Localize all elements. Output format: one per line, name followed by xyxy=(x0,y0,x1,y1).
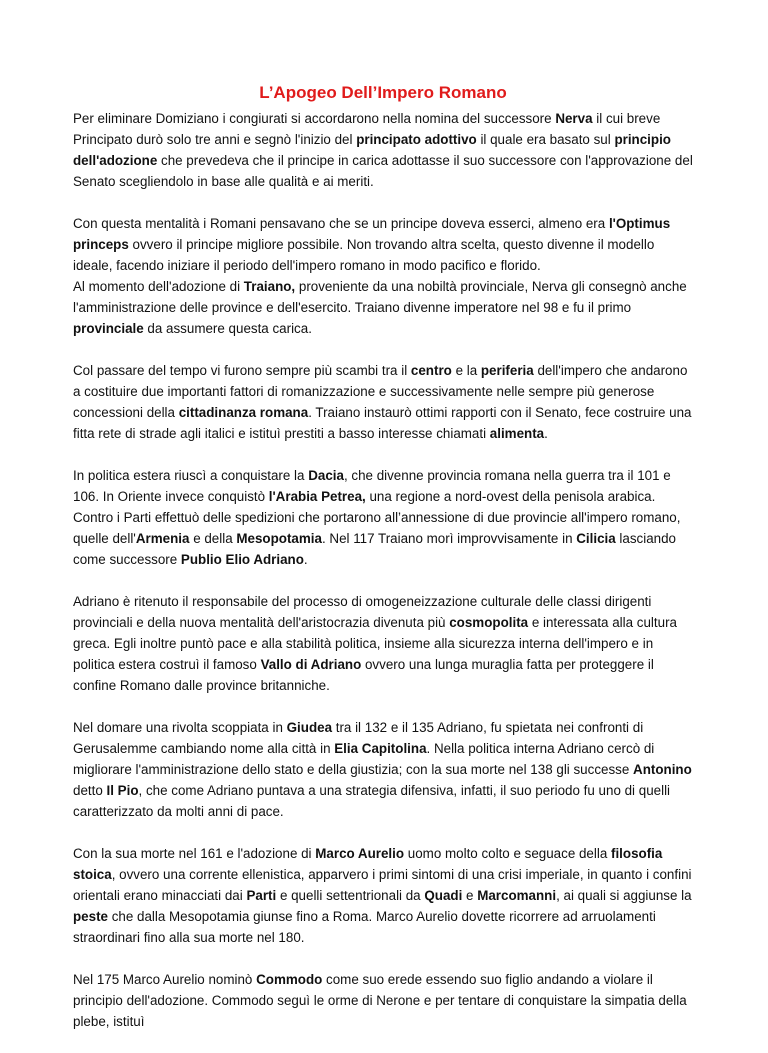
text-run: Adriano è ritenuto il responsabile del processo di omogeneizzazione culturale delle classi dirigenti provinciali e della nuova mentalità dell'aristocrazia divenuta più xyxy=(73,594,652,630)
text-run: e la xyxy=(451,363,481,378)
text-run: da assumere questa carica. xyxy=(143,321,312,336)
paragraph-commodo xyxy=(73,969,693,1032)
bold-term: Marco Aurelio xyxy=(315,846,405,861)
bold-term: cosmopolita xyxy=(449,615,529,630)
paragraph-traiano xyxy=(73,276,693,339)
bold-term: Dacia xyxy=(308,468,344,483)
bold-term: Antonino xyxy=(633,762,692,777)
bold-term: Mesopotamia xyxy=(236,531,322,546)
bold-term: Traiano, xyxy=(243,279,296,294)
text-run: . Nella politica interna Adriano cercò di migliorare l'amministrazione dello stato e della giustizia; con la sua morte nel 138 gli successe xyxy=(73,741,655,777)
bold-term: Nerva xyxy=(555,111,593,126)
text-run: , ai quali si aggiunse la xyxy=(556,888,692,903)
text-run: e xyxy=(462,888,478,903)
bold-term: l'Optimus princeps xyxy=(73,216,671,252)
text-run: proveniente da una nobiltà provinciale, Nerva gli consegnò anche l'amministrazione delle province e dell'esercito. Traiano divenne imperatore nel 98 e fu il primo xyxy=(73,279,687,315)
bold-term: Il Pio xyxy=(106,783,139,798)
bold-term: Quadi xyxy=(424,888,463,903)
text-run: ovvero il principe migliore possibile. Non trovando altra scelta, questo divenne il modello ideale, facendo iniziare il periodo dell'impero romano in modo pacifico e florido. xyxy=(73,237,655,273)
bold-term: principio dell'adozione xyxy=(73,132,671,168)
text-run: , che divenne provincia romana nella guerra tra il 101 e 106. In Oriente invece conquistò xyxy=(73,468,671,504)
text-run: dell'impero che andarono a costituire due importanti fattori di romanizzazione e successivamente nelle sempre più generose concessioni della xyxy=(73,363,688,420)
text-run: lasciando come successore xyxy=(73,531,676,567)
paragraph-nerva xyxy=(73,108,693,192)
text-run: come suo erede essendo suo figlio andando a violare il principio dell'adozione. Commodo seguì le orme di Nerone e per tentare di conquistare la simpatia della plebe, istituì xyxy=(73,972,687,1029)
bold-term: Giudea xyxy=(286,720,333,735)
bold-term: peste xyxy=(73,909,108,924)
text-run: ovvero una lunga muraglia fatta per proteggere il confine Romano dalle province britanniche. xyxy=(73,657,654,693)
text-run: Nel 175 Marco Aurelio nominò xyxy=(73,972,257,987)
bold-term: Armenia xyxy=(135,531,190,546)
text-run: che prevedeva che il principe in carica adottasse il suo successore con l'approvazione del Senato scegliendolo in base alle qualità e ai meriti. xyxy=(73,153,693,189)
bold-term: centro xyxy=(410,363,452,378)
text-run: , ovvero una corrente ellenistica, apparvero i primi sintomi di una crisi imperiale, in quanto i confini orientali erano minacciati dai xyxy=(73,867,692,903)
text-run: Col passare del tempo vi furono sempre più scambi tra il xyxy=(73,363,411,378)
bold-term: Elia Capitolina xyxy=(334,741,427,756)
document-page xyxy=(73,82,693,1053)
paragraph-adriano xyxy=(73,591,693,696)
text-run: detto xyxy=(73,783,107,798)
text-run: una regione a nord-ovest della penisola arabica. Contro i Parti effettuò delle spedizioni che portarono all’annessione di due provincie all'impero romano, quelle dell' xyxy=(73,489,681,546)
text-run: . Nel 117 Traiano morì improvvisamente in xyxy=(321,531,577,546)
paragraph-centro-periferia xyxy=(73,360,693,444)
text-run: . Traiano instaurò ottimi rapporti con il Senato, fece costruire una fitta rete di strade agli italici e istituì prestiti a basso interesse chiamati xyxy=(73,405,692,441)
bold-term: Publio Elio Adriano xyxy=(180,552,304,567)
paragraph-marco-aurelio xyxy=(73,843,693,948)
text-run: Per eliminare Domiziano i congiurati si accordarono nella nomina del successore xyxy=(73,111,556,126)
bold-term: provinciale xyxy=(73,321,144,336)
bold-term: Marcomanni xyxy=(477,888,557,903)
text-run: Nel domare una rivolta scoppiata in xyxy=(73,720,287,735)
bold-term: Parti xyxy=(246,888,277,903)
text-run: , che come Adriano puntava a una strategia difensiva, infatti, il suo periodo fu uno di quelli caratterizzato da molti anni di pace. xyxy=(73,783,671,819)
text-run: il cui breve Principato durò solo tre anni e segnò l'inizio del xyxy=(73,111,661,147)
document-title: L’Apogeo Dell’Impero Romano xyxy=(259,83,507,102)
bold-term: periferia xyxy=(480,363,534,378)
text-run: uomo molto colto e seguace della xyxy=(404,846,611,861)
text-run: In politica estera riuscì a conquistare la xyxy=(73,468,309,483)
bold-term: Vallo di Adriano xyxy=(260,657,362,672)
bold-term: Commodo xyxy=(256,972,323,987)
text-run: Con questa mentalità i Romani pensavano che se un principe doveva esserci, almeno era xyxy=(73,216,609,231)
paragraph-giudea xyxy=(73,717,693,822)
paragraph-politica-estera xyxy=(73,465,693,570)
text-run: che dalla Mesopotamia giunse fino a Roma. Marco Aurelio dovette ricorrere ad arruolamenti straordinari fino alla sua morte nel 180. xyxy=(73,909,656,945)
text-run: Al momento dell'adozione di xyxy=(73,279,244,294)
text-run: e quelli settentrionali da xyxy=(276,888,425,903)
bold-term: Cilicia xyxy=(576,531,616,546)
text-run: tra il 132 e il 135 Adriano, fu spietata nei confronti di Gerusalemme cambiando nome alla città in xyxy=(73,720,644,756)
text-run: . xyxy=(303,552,308,567)
bold-term: principato adottivo xyxy=(356,132,477,147)
bold-term: cittadinanza romana xyxy=(178,405,309,420)
text-run: e della xyxy=(189,531,237,546)
text-run: e interessata alla cultura greca. Egli inoltre puntò pace e alla stabilità politica, insieme alla sicurezza interna dell'impero e in politica estera costruì il famoso xyxy=(73,615,677,672)
paragraph-optimus-princeps xyxy=(73,213,693,276)
bold-term: alimenta xyxy=(489,426,545,441)
bold-term: l'Arabia Petrea, xyxy=(268,489,366,504)
text-run: . xyxy=(544,426,548,441)
text-run: Con la sua morte nel 161 e l'adozione di xyxy=(73,846,316,861)
bold-term: filosofia stoica xyxy=(73,846,663,882)
text-run: il quale era basato sul xyxy=(476,132,615,147)
